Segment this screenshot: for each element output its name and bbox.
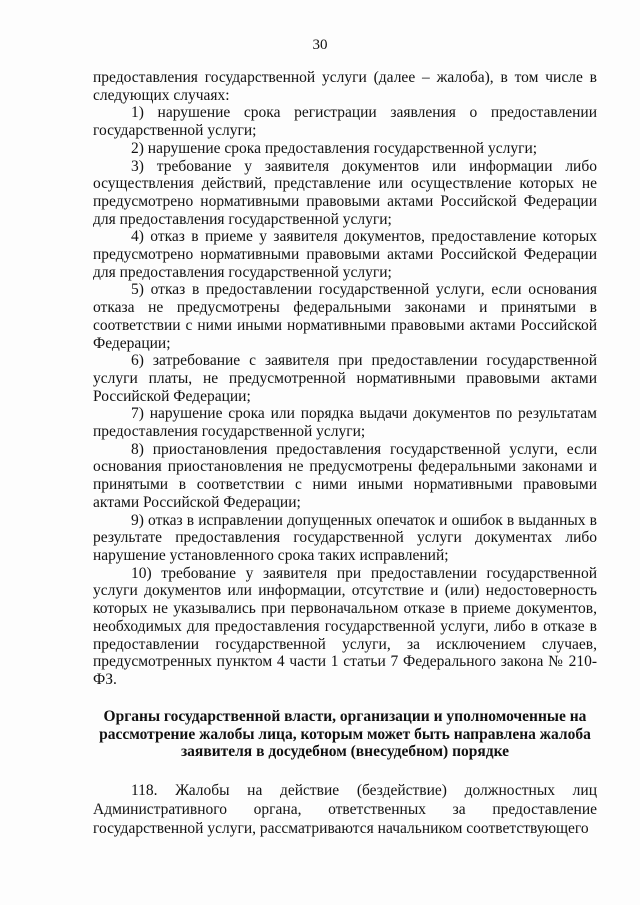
closing-section: [93, 781, 597, 838]
section-heading: Органы государственной власти, организации и уполномоченные на рассмотрение жалобы лица, которым может быть направлена жалоба заявителя в досудебном (внесудебном) порядке: [99, 708, 591, 761]
list-item: 8) приостановления предоставления государственной услуги, если основания приостановления не предусмотрены федеральными законами и принятыми в соответствии с ними иными нормативными правовыми актами Российской Федерации;: [93, 440, 597, 511]
list-item: 3) требование у заявителя документов или информации либо осуществления действий, представление или осуществление которых не предусмотрено нормативными правовыми актами Российской Федерации для предоставления государственной услуги;: [93, 157, 597, 228]
list-item: 1) нарушение срока регистрации заявления о предоставлении государственной услуги;: [93, 104, 597, 140]
list-item: 9) отказ в исправлении допущенных опечаток и ошибок в выданных в результате предоставления государственной услуги документах либо нарушение установленного срока таких исправлений;: [93, 511, 597, 564]
list-item: 4) отказ в приеме у заявителя документов, предоставление которых предусмотрено нормативными правовыми актами Российской Федерации для предоставления государственной услуги;: [93, 228, 597, 281]
list-item: 10) требование у заявителя при предоставлении государственной услуги документов или информации, отсутствие и (или) недостоверность которых не указывались при первоначальном отказе в приеме документов, необходимых для предоставления государственной услуги, либо в отказе в предоставлении государственной услуги, за исключением случаев, предусмотренных пунктом 4 части 1 статьи 7 Федерального закона № 210-ФЗ.: [93, 564, 597, 688]
list-item: 2) нарушение срока предоставления государственной услуги;: [131, 139, 538, 157]
list-item: 6) затребование с заявителя при предоставлении государственной услуги платы, не предусмотренной нормативными правовыми актами Российской Федерации;: [93, 352, 597, 405]
list-item: 7) нарушение срока или порядка выдачи документов по результатам предоставления государственной услуги;: [93, 405, 597, 441]
page-number: 30: [312, 37, 328, 53]
intro-paragraph: предоставления государственной услуги (далее – жалоба), в том числе в следующих случаях:: [93, 69, 597, 104]
complaint-cases-list: [93, 69, 597, 689]
closing-paragraph: 118. Жалобы на действие (бездействие) должностных лиц Административного органа, ответственных за предоставление государственной услуги, рассматриваются начальником соответствующего: [93, 782, 597, 837]
list-item: 5) отказ в предоставлении государственной услуги, если основания отказа не предусмотрены федеральными законами и принятыми в соответствии с ними иными нормативными правовыми актами Российской Федерации;: [93, 281, 597, 352]
